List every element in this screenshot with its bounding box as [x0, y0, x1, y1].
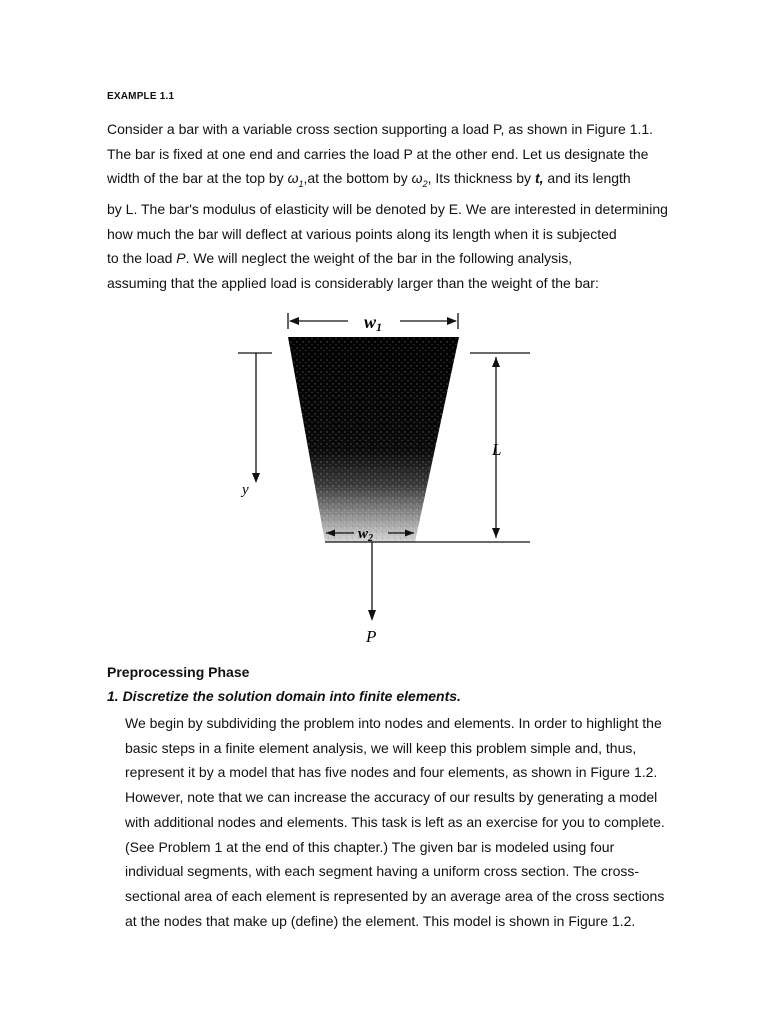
omega-1-subscript: 1 [298, 179, 304, 190]
intro-line-3-a: width of the bar at the top by [107, 170, 288, 187]
load-arrowhead [368, 610, 376, 621]
intro-line-2: The bar is fixed at one end and carries the load P at the other end. Let us designate the [107, 145, 649, 162]
y-arrowhead [252, 473, 260, 483]
body-line: with additional nodes and elements. This task is left as an exercise for you to complete. [125, 813, 665, 830]
load-symbol: P [176, 250, 186, 267]
intro-line-3 [107, 166, 707, 197]
length-label: L [492, 440, 502, 459]
intro-line-6-a: to the load [107, 250, 177, 267]
length-dimension [491, 357, 501, 538]
omega-2-symbol: ω [411, 170, 423, 187]
w1-label: w1 [364, 312, 383, 334]
example-title: EXAMPLE 1.1 [107, 91, 175, 102]
body-line: We begin by subdividing the problem into nodes and elements. In order to highlight the [125, 715, 662, 731]
intro-line-1: Consider a bar with a variable cross section supporting a load P, as shown in Figure 1.1. [107, 121, 654, 137]
length-bottom-arrowhead [492, 528, 500, 538]
intro-line-3-b: ,at the bottom by [303, 170, 412, 187]
body-line: basic steps in a finite element analysis, we will keep this problem simple and, thus, [125, 739, 637, 756]
section-heading: Preprocessing Phase [107, 664, 250, 680]
section-subheading: 1. Discretize the solution domain into finite elements. [107, 688, 461, 704]
omega-2-subscript: 2 [422, 179, 428, 190]
load-arrow [365, 542, 376, 646]
body-line: represent it by a model that has five nodes and four elements, as shown in Figure 1.2. [125, 764, 658, 781]
y-label: y [242, 482, 249, 498]
body-paragraph [125, 711, 685, 933]
intro-line-3-d: and its length [543, 170, 631, 187]
bar-figure [230, 305, 550, 655]
body-line: sectional area of each element is represented by an average area of the cross sections [125, 887, 665, 904]
intro-line-5: how much the bar will deflect at various points along its length when it is subjected [107, 225, 617, 242]
body-line: individual segments, with each segment having a uniform cross section. The cross- [125, 863, 640, 880]
tapered-bar-texture [288, 337, 459, 542]
bar-diagram-svg [230, 305, 550, 655]
length-top-arrowhead [492, 357, 500, 367]
w1-right-arrowhead [447, 317, 457, 325]
load-label: P [366, 627, 377, 646]
intro-line-6 [107, 246, 707, 271]
thickness-symbol: t, [534, 170, 544, 187]
w1-dimension [288, 312, 458, 334]
intro-paragraph [107, 117, 707, 296]
omega-1-symbol: ω [287, 170, 299, 187]
intro-line-7: assuming that the applied load is considerably larger than the weight of the bar: [107, 275, 599, 292]
body-line: at the nodes that make up (define) the element. This model is shown in Figure 1.2. [125, 912, 636, 929]
intro-line-4: by L. The bar's modulus of elasticity will be denoted by E. We are interested in determining [107, 200, 668, 217]
intro-line-3-c: , Its thickness by [427, 170, 535, 187]
y-axis-arrow [240, 353, 260, 498]
w1-left-arrowhead [289, 317, 299, 325]
intro-line-6-b: . We will neglect the weight of the bar in the following analysis, [185, 250, 573, 267]
body-line: (See Problem 1 at the end of this chapter.) The given bar is modeled using four [125, 838, 615, 855]
w2-label: $w_2$ [358, 526, 374, 544]
body-line: However, note that we can increase the accuracy of our results by generating a model [125, 789, 658, 806]
